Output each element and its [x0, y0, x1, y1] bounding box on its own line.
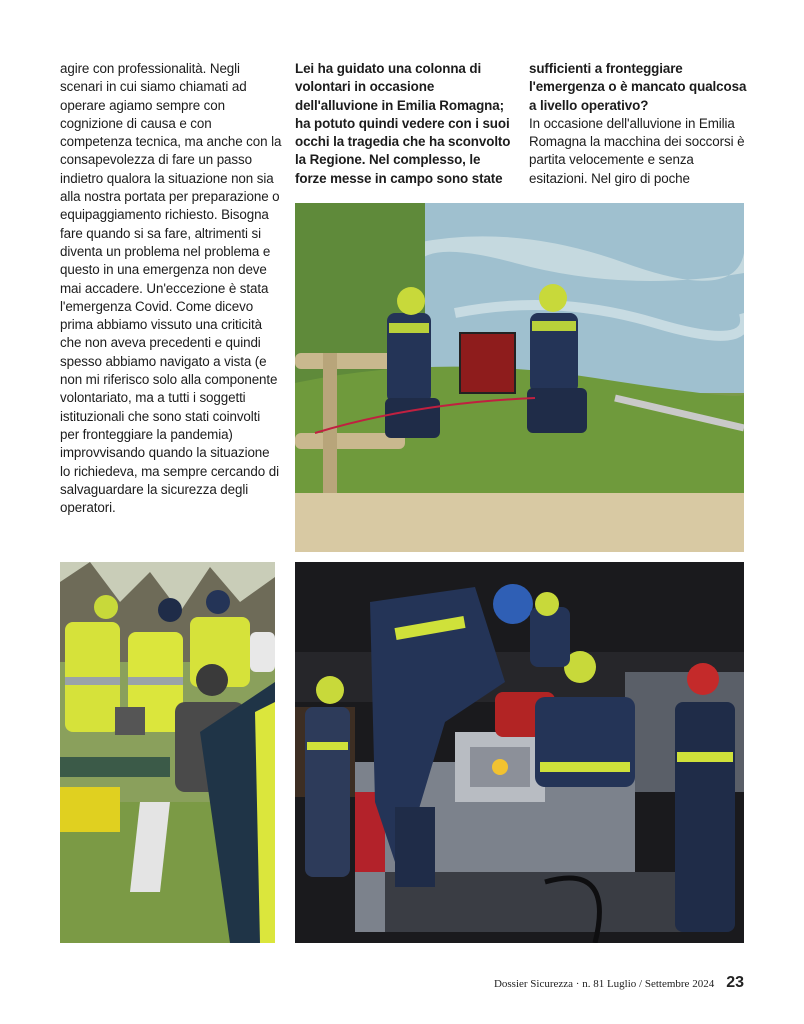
publication-info: Dossier Sicurezza · n. 81 Luglio / Settembre 2024 [493, 978, 715, 990]
article-column-3 [529, 60, 751, 188]
interview-question: Lei ha guidato una colonna di volontari in occasione dell'alluvione in Emilia Romagna; ha potuto quindi vedere con i suoi occhi la tragedia che ha sconvolto la Regione. Nel complesso, le forze messe in campo sono state [295, 61, 511, 186]
photo-night-pump-truck [295, 562, 744, 943]
page-number: 23 [726, 974, 744, 991]
interview-question-continued: sufficienti a fronteggiare l'emergenza o è mancato qualcosa a livello operativo? [529, 61, 747, 113]
photo-pump-by-river [295, 203, 744, 552]
column-1-text: agire con professionalità. Negli scenari in cui siamo chiamati ad operare agiamo sempre con cognizione di causa e con competenza tecnica, ma anche con la consapevolezza di fare un passo indietro qualora la situazione non sia alla nostra portata per preparazione o equipaggiamento richiesto. Bisogna fare quando si sa fare, altrimenti si diventa un problema nel problema e questo in una emergenza non deve mai accadere. Un'eccezione è stata l'emergenza Covid. Come dicevo prima abbiamo vissuto una criticità che non aveva precedenti e quindi spesso abbiamo navigato a vista (e non mi riferisco solo alla componente volontariato, ma a tutti i soggetti istituzionali che sono stati coinvolti per fronteggiare la pandemia) improvvisando quando la situazione lo richiedeva, ma sempre cercando di salvaguardare la sicurezza degli operatori. [60, 61, 282, 516]
interview-answer: In occasione dell'alluvione in Emilia Romagna la macchina dei soccorsi è partita velocemente e senza esitazioni. Nel giro di poche [529, 115, 745, 186]
article-column-2 [295, 60, 513, 188]
article-column-1 [60, 60, 282, 517]
photo-field-command-post [60, 562, 275, 943]
page-footer [494, 974, 744, 992]
